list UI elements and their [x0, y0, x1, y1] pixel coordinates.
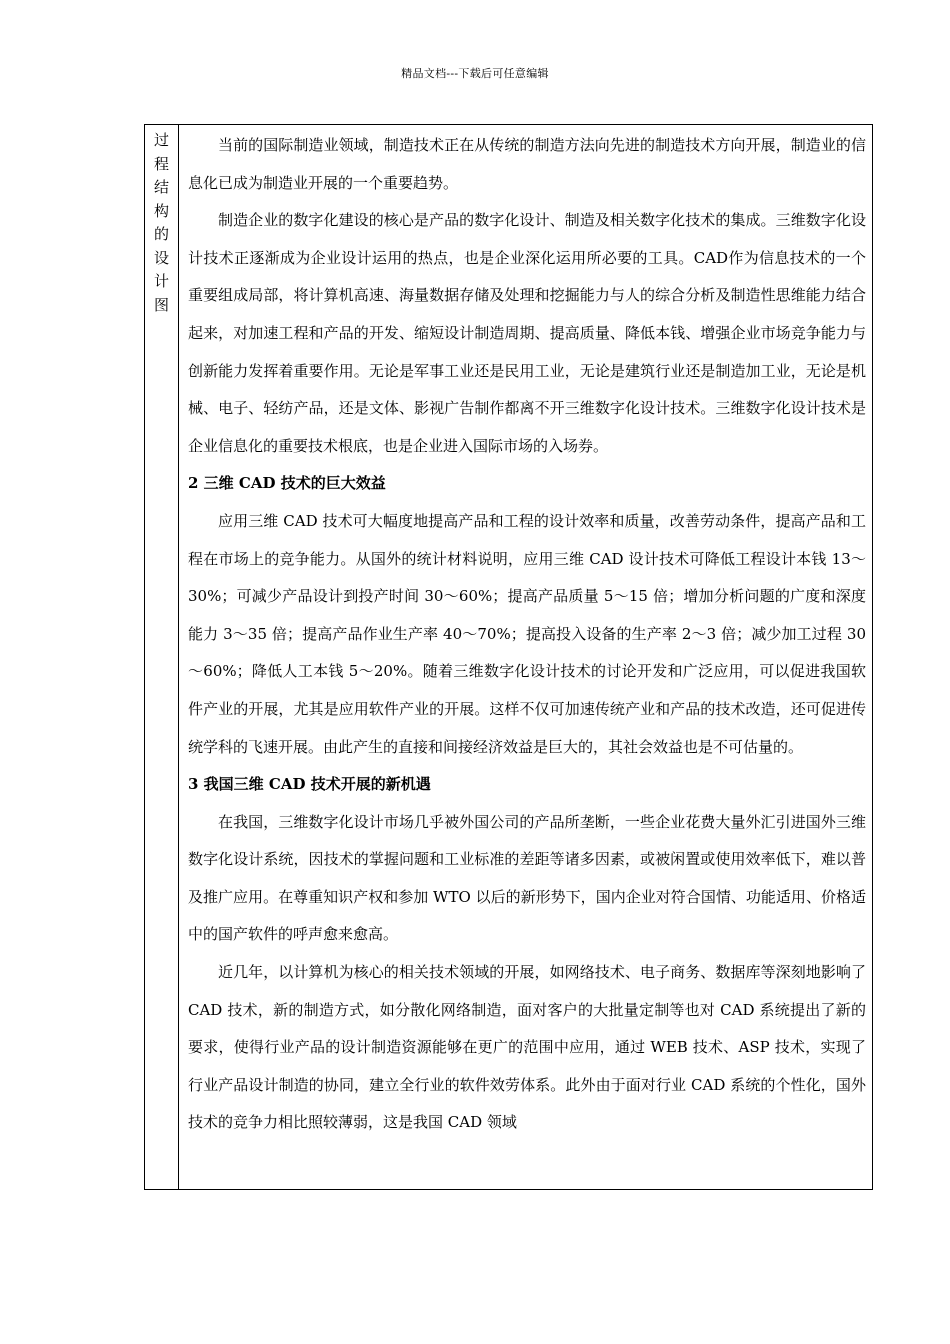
- label-char: 设: [153, 248, 169, 267]
- label-char: 过: [153, 131, 169, 149]
- label-char: 构: [153, 201, 169, 220]
- page-header: 精品文档---下载后可任意编辑: [401, 67, 549, 80]
- label-char: 计: [153, 272, 169, 290]
- paragraph: 在我国，三维数字化设计市场几乎被外国公司的产品所垄断，一些企业花费大量外汇引进国外三维数字化设计系统，因技术的掌握问题和工业标准的差距等诸多因素，或被闲置或使用效率低下，难以普及推广应用。在尊重知识产权和参加 WTO 以后的新形势下，国内企业对符合国情、功能适用、价格适中的国产软件的呼声愈来愈高。: [188, 812, 866, 944]
- section-heading: 3 我国三维 CAD 技术开展的新机遇: [188, 775, 431, 794]
- section-heading: 2 三维 CAD 技术的巨大效益: [188, 474, 386, 493]
- paragraph: 制造企业的数字化建设的核心是产品的数字化设计、制造及相关数字化技术的集成。三维数字化设计技术正逐渐成为企业设计运用的热点，也是企业深化运用所必要的工具。CAD作为信息技术的一个重要组成局部，将计算机高速、海量数据存储及处理和挖掘能力与人的综合分析及制造性思维能力结合起来，对加速工程和产品的开发、缩短设计制造周期、提高质量、降低本钱、增强企业市场竞争能力与创新能力发挥着重要作用。无论是军事工业还是民用工业，无论是建筑行业还是制造加工业，无论是机械、电子、轻纺产品，还是文体、影视广告制作都离不开三维数字化设计技术。三维数字化设计技术是企业信息化的重要技术根底，也是企业进入国际市场的入场券。: [188, 211, 866, 455]
- label-char: 结: [153, 178, 169, 196]
- vertical-label: [145, 129, 178, 317]
- label-column: [145, 125, 179, 1189]
- document-table: [144, 124, 873, 1190]
- label-char: 程: [153, 154, 169, 173]
- label-char: 的: [153, 225, 169, 243]
- paragraph: 应用三维 CAD 技术可大幅度地提高产品和工程的设计效率和质量，改善劳动条件，提高产品和工程在市场上的竞争能力。从国外的统计材料说明，应用三维 CAD 设计技术可降低工程设计本钱 13～30%；可减少产品设计到投产时间 30～60%；提高产品质量 5～15 倍；增加分析问题的广度和深度能力 3～35 倍；提高产品作业生产率 40～70%；提高投入设备的生产率 2～3 倍；减少加工过程 30～60%；降低人工本钱 5～20%。随着三维数字化设计技术的讨论开发和广泛应用，可以促进我国软件产业的开展，尤其是应用软件产业的开展。这样不仅可加速传统产业和产品的技术改造，还可促进传统学科的飞速开展。由此产生的直接和间接经济效益是巨大的，其社会效益也是不可估量的。: [188, 511, 866, 756]
- content-column: [179, 125, 874, 1189]
- paragraph: 近几年，以计算机为核心的相关技术领域的开展，如网络技术、电子商务、数据库等深刻地影响了 CAD 技术，新的制造方式，如分散化网络制造，面对客户的大批量定制等也对 CAD 系统提出了新的要求，使得行业产品的设计制造资源能够在更广的范围中应用，通过 WEB 技术、ASP 技术，实现了行业产品设计制造的协同，建立全行业的软件效劳体系。此外由于面对行业 CAD 系统的个性化，国外技术的竞争力相比照较薄弱，这是我国 CAD 领域: [188, 963, 866, 1132]
- label-char: 图: [153, 295, 169, 314]
- paragraph: 当前的国际制造业领域，制造技术正在从传统的制造方法向先进的制造技术方向开展，制造业的信息化已成为制造业开展的一个重要趋势。: [188, 136, 866, 192]
